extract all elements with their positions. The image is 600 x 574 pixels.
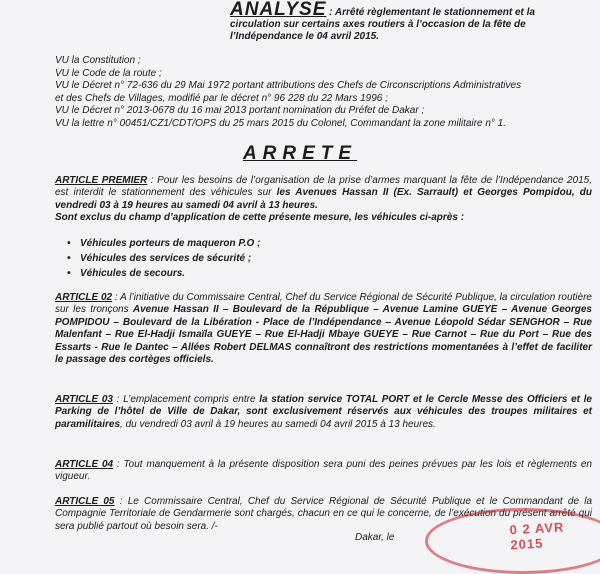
article-premier-text: : Pour les besoins de l’organisation de la prise d’armes marquant la fête de l’Indépendance 2015, est interdit le stationnement des véhicules sur — [55, 175, 592, 199]
visa-line: VU le Décret n° 72-636 du 29 Mai 1972 portant attributions des Chefs de Circonscriptions Administratives — [55, 80, 522, 91]
analyse-header — [230, 0, 590, 43]
article-03 — [55, 394, 592, 431]
article-03-text: : L’emplacement compris entre — [112, 394, 260, 405]
visa-line: VU la lettre n° 00451/CZ1/CDT/OPS du 25 mars 2015 du Colonel, Commandant la zone militaire n° 1. — [55, 117, 506, 129]
article-02-bold: Avenue Hassan II – Boulevard de la République – Avenue Lamine GUEYE – Avenue Georges POMPIDOU – Boulevard de la Libération - Place de l’Indépendance – Avenue Léopold Sédar SENGHOR – Rue Malenfant – Rue El-Hadji Ismaïla GUEYE – Rue El-Hadji Mbaye GUEYE – Rue Carnot – Rue du Port – Rue des Essarts - Rue le Dantec – Allées Robert DELMAS connaîtront des restrictions momentanées à l’effet de faciliter le passage des cortèges officiels. — [55, 304, 592, 366]
article-premier-label: ARTICLE PREMIER — [55, 175, 148, 186]
visas-block — [55, 55, 595, 130]
stamp-date: 0 2 AVR 2015 — [509, 519, 565, 553]
article-02-label: ARTICLE 02 — [55, 292, 113, 303]
article-premier-bold: les Avenues Hassan II (Ex. Sarrault) et Georges Pompidou, du vendredi 03 à 19 heures au samedi 04 avril à 13 heures. — [55, 187, 593, 211]
analyse-title: ANALYSE — [230, 0, 327, 20]
visa-line: VU le Décret n° 2013-0678 du 16 mai 2013 portant nomination du Préfet de Dakar ; — [55, 105, 425, 116]
article-04-text: : Tout manquement à la présente disposition sera puni des peines prévues par les lois et règlements en vigueur. — [55, 459, 592, 483]
analyse-text-1: : Arrêté règlementant le stationnement et la — [326, 7, 535, 18]
article-05-label: ARTICLE 05 — [55, 496, 115, 507]
article-03-text-end: , du vendredi 03 avril à 19 heures au samedi 04 avril 2015 à 13 heures. — [120, 418, 436, 430]
article-04-label: ARTICLE 04 — [55, 459, 114, 470]
list-item: • Véhicules des services de sécurité ; — [80, 251, 260, 266]
signature-line: Dakar, le — [355, 532, 395, 543]
article-03-label: ARTICLE 03 — [55, 394, 113, 405]
article-05-text: : Le Commissaire Central, Chef du Service Régional de Sécurité Publique et le Commandant de la Compagnie Territoriale de Gendarmerie sont chargés, chacun en ce qui le concerne, de l’exécution du présent arrêté qui sera publié partout où besoin sera. /- — [55, 496, 593, 532]
visa-line: VU la Constitution ; — [55, 55, 141, 66]
exclusion-list — [80, 236, 260, 281]
article-02 — [55, 292, 592, 366]
analyse-text-3: l’Indépendance le 04 avril 2015. — [230, 31, 379, 42]
article-premier — [55, 175, 592, 225]
analyse-text-2: circulation sur certains axes routiers à l’occasion de la fête de — [230, 19, 526, 30]
article-03-bold: la station service TOTAL PORT et le Cercle Messe des Officiers et le Parking de l’hôtel de Ville de Dakar, sont exclusivement réservés aux véhicules des troupes militaires et paramilitaires — [55, 394, 592, 430]
article-02-text: : A l’initiative du Commissaire Central, Chef du Service Régional de Sécurité Publique, la circulation routière sur les tronçons — [55, 292, 592, 316]
arrete-title: ARRETE — [242, 143, 358, 164]
article-premier-exclusions: Sont exclus du champ d’application de cette présente mesure, les véhicules ci-après : — [55, 212, 465, 224]
article-04 — [55, 459, 592, 484]
visa-line: et des Chefs de Villages, modifié par le décret n° 96 228 du 22 Mars 1996 ; — [55, 92, 388, 104]
list-item: • Véhicules de secours. — [80, 266, 260, 281]
visa-line: VU le Code de la route ; — [55, 67, 162, 79]
list-item: • Véhicules porteurs de maqueron P.O ; — [80, 236, 260, 251]
